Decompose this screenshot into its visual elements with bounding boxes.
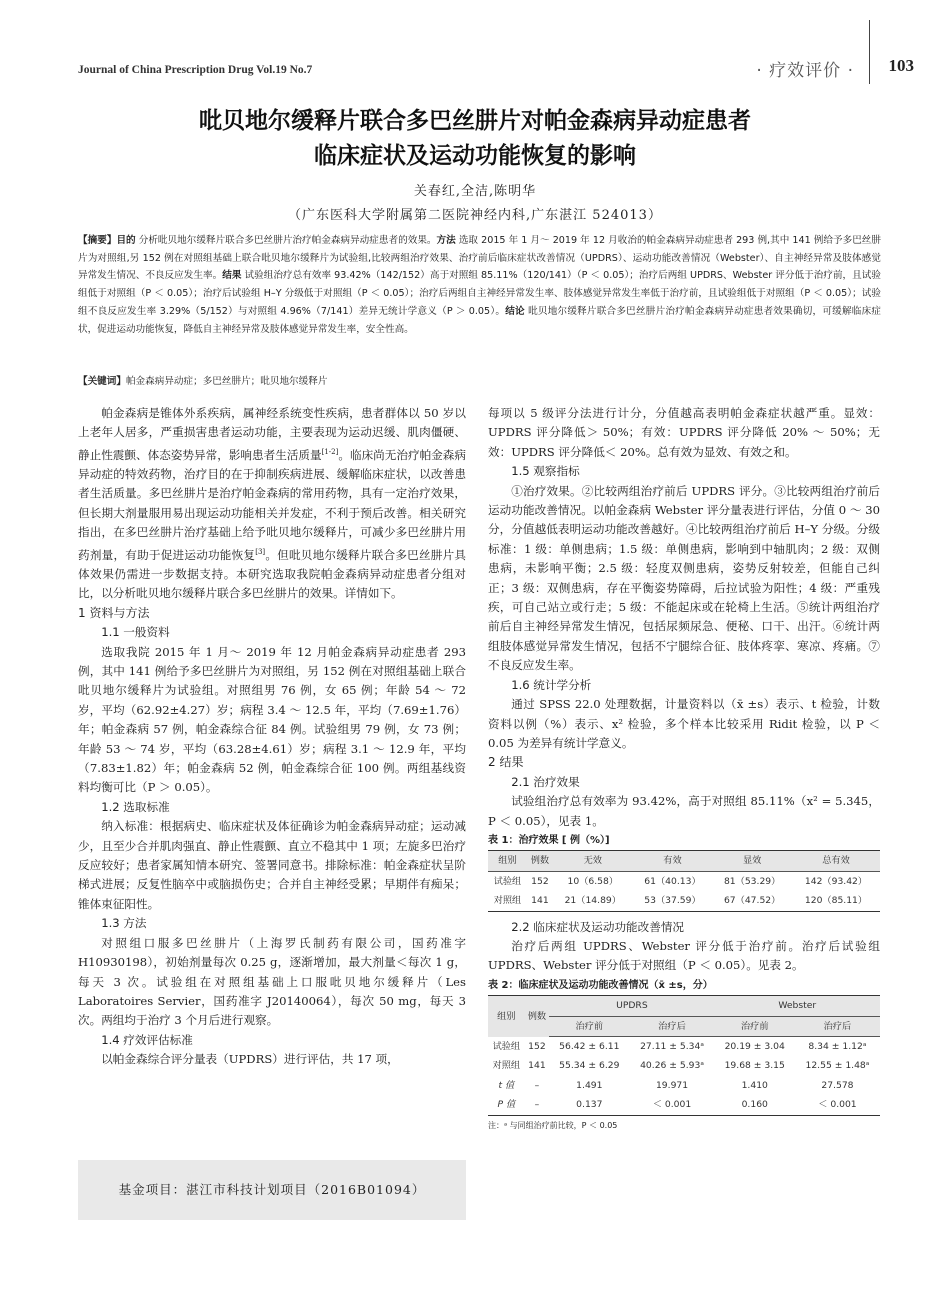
objective-text: 分析吡贝地尔缓释片联合多巴丝肼片治疗帕金森病异动症患者的效果。 bbox=[135, 235, 437, 246]
table-cell: 55.34 ± 6.29 bbox=[559, 1060, 620, 1072]
table-cell: ＜ 0.001 bbox=[818, 1099, 857, 1111]
intro-text: 帕金森病是锥体外系疾病，属神经系统变性疾病，患者群体以 50 岁以上老年人居多，严重损害患者运动功能，主要表现为运动迟缓、肌肉僵硬、静止性震颤、体态姿势异常，影响患者生活质量 bbox=[78, 406, 466, 462]
table-header: 例数 bbox=[527, 1010, 547, 1022]
table-subheader: 治疗前 bbox=[715, 1016, 795, 1036]
right-column bbox=[488, 404, 880, 1135]
table-header: 例数 bbox=[527, 851, 553, 871]
intro-paragraph bbox=[78, 404, 466, 604]
methods-text: 选取 2015 年 1 月～ 2019 年 12 月收治的帕金森病异动症患者 293 例,其中 141 例给予多巴丝肼片为对照组,另 152 例在对照组基础上联合吡贝地尔缓释片为试验组,比较两组治疗效果、治疗前后临床症状改善情况（UPDRS）、运动功能改善情况（Webster）、自主神经异常及肢体感觉异常发生情况、不良反应发生率。 bbox=[78, 235, 882, 282]
paragraph-treatment-effect: 试验组治疗总有效率为 93.42%，高于对照组 85.11%（x² = 5.345，P ＜ 0.05），见表 1。 bbox=[488, 794, 880, 828]
title-line-2: 临床症状及运动功能恢复的影响 bbox=[314, 143, 636, 169]
authors: 关春红,全洁,陈明华 bbox=[413, 184, 537, 199]
table-cell: 67（47.52） bbox=[723, 895, 781, 907]
heading-observation: 1.5 观察指标 bbox=[511, 464, 580, 479]
table-row bbox=[488, 891, 880, 911]
conclusion-label: 结论 bbox=[505, 305, 525, 317]
table-header: Webster bbox=[715, 996, 880, 1016]
table2-note: 注：ᵃ 与同组治疗前比较，P ＜ 0.05 bbox=[488, 1120, 618, 1130]
left-column bbox=[78, 404, 466, 1070]
table-cell: ＜ 0.001 bbox=[652, 1099, 692, 1111]
table2 bbox=[488, 995, 880, 1115]
paragraph-statistics: 通过 SPSS 22.0 处理数据，计量资料以（x̄ ±s）表示、t 检验，计数资料以例（%）表示、x² 检验，多个样本比较采用 Ridit 检验，以 P ＜ 0.05 为差异有统计学意义。 bbox=[488, 697, 880, 750]
table-subheader: 治疗后 bbox=[629, 1016, 714, 1036]
table-cell: 61（40.13） bbox=[644, 875, 701, 887]
table-cell: 141 bbox=[528, 1060, 546, 1072]
objective-label: 目的 bbox=[116, 235, 136, 246]
results-text: 试验组治疗总有效率 93.42%（142/152）高于对照组 85.11%（120/141）（P ＜ 0.05）；治疗后两组 UPDRS、Webster 评分低于治疗前，且试验组低于对照组（P ＜ 0.05）；治疗后试验组 H–Y 分级低于对照组（P ＜ 0.05）；治疗后两组自主神经异常发生率、肢体感觉异常发生率低于治疗前，且试验组低于对照组（P ＜ 0.05）；试验组不良反应发生率 3.29%（5/152）与对照组 4.96%（7/141）差异无统计学意义（P ＞ 0.05）。 bbox=[78, 270, 881, 317]
table-header: 组别 bbox=[488, 851, 527, 871]
table-cell: – bbox=[534, 1079, 540, 1091]
table1 bbox=[488, 850, 880, 911]
funding-box bbox=[78, 1160, 466, 1220]
table-cell: P 值 bbox=[497, 1099, 516, 1111]
intro-text-2: 。临床尚无治疗帕金森病异动症的特效药物，治疗目的在于抑制疾病进展、缓解临床症状，以改善患者生活质量。多巴丝肼片是治疗帕金森病的常用药物，具有一定治疗效果，但长期大剂量服用易出现运动功能相关并发症，不利于预后改善。相关研究指出，在多巴丝肼片治疗基础上给予吡贝地尔缓释片，可减少多巴丝肼片用药剂量，有助于促进运动功能恢复 bbox=[78, 447, 466, 562]
heading-efficacy: 1.4 疗效评估标准 bbox=[101, 1032, 193, 1047]
table-row bbox=[488, 1056, 880, 1075]
table-row bbox=[488, 1037, 880, 1057]
paragraph-efficacy: 以帕金森综合评分量表（UPDRS）进行评估，共 17 项， bbox=[101, 1052, 399, 1067]
keywords bbox=[78, 373, 881, 390]
table-cell: 20.19 ± 3.04 bbox=[724, 1041, 785, 1052]
table-cell: 152 bbox=[528, 1040, 546, 1052]
heading-materials: 1 资料与方法 bbox=[78, 605, 150, 620]
table-cell: 对照组 bbox=[492, 1060, 521, 1072]
table-cell: 21（14.89） bbox=[564, 895, 621, 907]
table-cell: 1.410 bbox=[741, 1079, 768, 1091]
abstract bbox=[78, 232, 881, 338]
citation: [1-2] bbox=[321, 447, 339, 456]
table-cell: 1.491 bbox=[576, 1079, 603, 1091]
table-row bbox=[488, 1076, 880, 1095]
table-cell: 141 bbox=[531, 895, 549, 907]
results-label: 结果 bbox=[222, 270, 242, 282]
funding-text: 基金项目：湛江市科技计划项目（2016B01094） bbox=[118, 1182, 426, 1197]
table2-caption: 表 2：临床症状及运动功能改善情况（x̄ ±s，分） bbox=[488, 979, 713, 991]
intro-text-3: 。但吡贝地尔缓释片联合多巴丝肼片具体效果仍需进一步数据支持。本研究选取我院帕金森病异动症患者分组对比，以分析吡贝地尔缓释片联合多巴丝肼片的效果。详情如下。 bbox=[78, 547, 466, 601]
table-header: 有效 bbox=[633, 851, 713, 871]
keywords-label: 【关键词】 bbox=[78, 376, 126, 387]
conclusion-text: 吡贝地尔缓释片联合多巴丝肼片治疗帕金森病异动症患者效果确切，可缓解临床症状，促进运动功能恢复，降低自主神经异常及肢体感觉异常发生率，安全性高。 bbox=[78, 305, 881, 335]
page-number: 103 bbox=[888, 56, 914, 75]
methods-label: 方法 bbox=[436, 235, 456, 246]
table-cell: 56.42 ± 6.11 bbox=[559, 1041, 620, 1052]
table-header: UPDRS bbox=[549, 996, 714, 1016]
paragraph-general: 选取我院 2015 年 1 月～ 2019 年 12 月帕金森病异动症患者 293 例，其中 141 例给予多巴丝肼片为对照组，另 152 例在对照组基础上联合吡贝地尔缓释片为试验组。对照组男 76 例，女 65 例；年龄 54 ～ 72 岁，平均（62.92±4.27）岁；病程 3.4 ～ 12.5 年，平均（7.69±1.76）年；帕金森病 57 例，帕金森综合征 84 例。试验组男 79 例，女 73 例；年龄 53 ～ 74 岁，平均（63.28±4.61）岁；病程 3.1 ～ 12.9 年，平均（7.83±1.82）年；帕金森病 52 例，帕金森综合征 100 例。两组基线资料均衡可比（P ＞ 0.05）。 bbox=[78, 644, 466, 795]
table-cell: 19.971 bbox=[655, 1079, 689, 1091]
table-subheader: 治疗前 bbox=[549, 1016, 629, 1036]
table-row bbox=[488, 871, 880, 891]
abstract-label: 【摘要】 bbox=[78, 235, 117, 246]
table-cell: – bbox=[534, 1099, 540, 1111]
heading-criteria: 1.2 选取标准 bbox=[101, 799, 170, 814]
table-cell: 0.137 bbox=[576, 1099, 603, 1111]
page-header bbox=[78, 58, 914, 88]
section-label: · 疗效评价 · bbox=[756, 61, 854, 81]
heading-method: 1.3 方法 bbox=[101, 916, 147, 931]
table1-caption: 表 1：治疗效果 [ 例（%）] bbox=[488, 834, 610, 846]
table-cell: 27.578 bbox=[821, 1079, 854, 1091]
affiliation: （广东医科大学附属第二医院神经内科,广东湛江 524013） bbox=[288, 208, 662, 223]
heading-general: 1.1 一般资料 bbox=[101, 625, 170, 640]
table-cell: 81（53.29） bbox=[723, 875, 781, 887]
citation: [3] bbox=[255, 547, 266, 556]
table-cell: 120（85.11） bbox=[804, 895, 868, 907]
table-cell: 8.34 ± 1.12ᵃ bbox=[808, 1041, 867, 1052]
table-cell: 试验组 bbox=[492, 1040, 521, 1052]
heading-clinical: 2.2 临床症状及运动功能改善情况 bbox=[511, 919, 685, 934]
table-cell: 对照组 bbox=[493, 895, 522, 907]
table-row bbox=[488, 1095, 880, 1115]
table-cell: 53（37.59） bbox=[644, 895, 701, 907]
table-header: 无效 bbox=[553, 851, 633, 871]
heading-results: 2 结果 bbox=[488, 755, 524, 770]
paragraph-observation: ①治疗效果。②比较两组治疗前后 UPDRS 评分。③比较两组治疗前后运动功能改善情况。以帕金森病 Webster 评分量表进行评估，分值 0 ～ 30 分，分值越低表明运动功能改善越好。④比较两组治疗前后 H–Y 分级。分级标准：1 级：单侧患病；1.5 级：单侧患病，影响到中轴肌肉；2 级：双侧患病，未影响平衡；2.5 级：轻度双侧患病，姿势反射较差，但能自己纠正；3 级：双侧患病，存在平衡姿势障碍，后拉试验为阳性；4 级：严重残疾，可自己站立或行走；5 级：不能起床或在轮椅上生活。⑤统计两组治疗前后自主神经异常发生情况，包括尿频尿急、便秘、口干、出汗。⑥统计两组肢体感觉异常发生情况，包括不宁腿综合征、肢体疼挛、寒凉、疼痛。⑦不良反应发生率。 bbox=[488, 483, 880, 673]
table-cell: 152 bbox=[531, 875, 549, 887]
table-cell: t 值 bbox=[498, 1079, 515, 1091]
table-header: 组别 bbox=[497, 1010, 516, 1022]
table-header: 显效 bbox=[712, 851, 792, 871]
paragraph-criteria: 纳入标准：根据病史、临床症状及体征确诊为帕金森病异动症；运动减少，且至少合并肌肉强直、静止性震颤、直立不稳其中 1 项；左旋多巴治疗反应较好；患者家属知情本研究、签署同意书。排除标准：帕金森症状呈阶梯式进展；反复性脑卒中或脑损伤史；合并自主神经受累；早期伴有痴呆；锥体束征阳性。 bbox=[78, 819, 466, 911]
header-divider bbox=[869, 20, 871, 84]
table-cell: 试验组 bbox=[493, 875, 522, 887]
table-subheader: 治疗后 bbox=[795, 1016, 880, 1036]
table-cell: 10（6.58） bbox=[567, 875, 619, 887]
journal-name: Journal of China Prescription Drug Vol.19 No.7 bbox=[78, 64, 313, 76]
heading-treatment-effect: 2.1 治疗效果 bbox=[511, 774, 580, 789]
table-cell: 40.26 ± 5.93ᵃ bbox=[640, 1060, 704, 1072]
paragraph-efficacy-cont: 每项以 5 级评分法进行计分，分值越高表明帕金森症状越严重。显效：UPDRS 评分降低＞ 50%；有效：UPDRS 评分降低 20% ～ 50%；无效：UPDRS 评分降低＜ 20%。总有效为显效、有效之和。 bbox=[488, 406, 880, 459]
heading-statistics: 1.6 统计学分析 bbox=[511, 677, 592, 692]
table-cell: 0.160 bbox=[741, 1099, 768, 1111]
paragraph-clinical: 治疗后两组 UPDRS、Webster 评分低于治疗前。治疗后试验组 UPDRS、Webster 评分低于对照组（P ＜ 0.05）。见表 2。 bbox=[488, 938, 880, 973]
table-cell: 12.55 ± 1.48ᵃ bbox=[805, 1060, 870, 1072]
table-cell: 27.11 ± 5.34ᵃ bbox=[640, 1041, 704, 1052]
table-cell: 19.68 ± 3.15 bbox=[724, 1060, 785, 1072]
keywords-text: 帕金森病异动症；多巴丝肼片；吡贝地尔缓释片 bbox=[125, 376, 328, 387]
paragraph-method: 对照组口服多巴丝肼片（上海罗氏制药有限公司，国药准字 H10930198），初始剂量每次 0.25 g，逐渐增加，最大剂量＜每次 1 g，每天 3 次。试验组在对照组基础上口服吡贝地尔缓释片（Les Laboratoires Servier，国药准字 J20140064），每次 50 mg，每天 3 次。两组均于治疗 3 个月后进行观察。 bbox=[78, 935, 466, 1028]
table-cell: 142（93.42） bbox=[804, 875, 868, 887]
title-line-1: 吡贝地尔缓释片联合多巴丝肼片对帕金森病异动症患者 bbox=[199, 108, 751, 134]
table-header: 总有效 bbox=[792, 851, 880, 871]
